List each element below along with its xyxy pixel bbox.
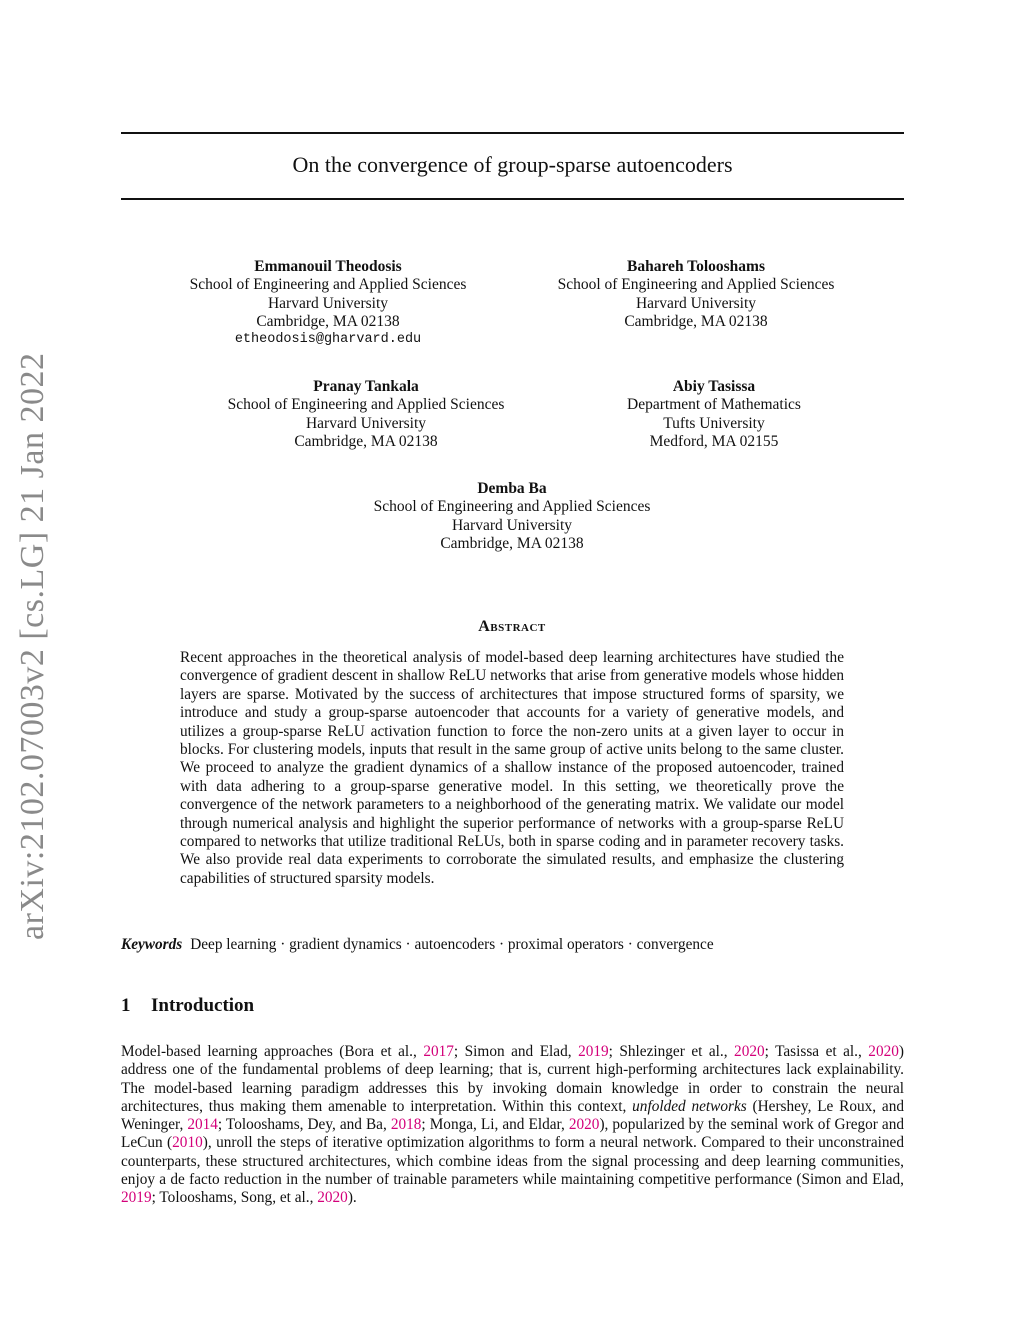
- citation-link[interactable]: 2014: [187, 1116, 218, 1134]
- citation-link[interactable]: 2020: [317, 1189, 348, 1207]
- text-run: ).: [347, 1189, 357, 1207]
- title-bottom-rule: [121, 198, 904, 200]
- author-university: Harvard University: [305, 414, 427, 432]
- emphasized-term: unfolded networks: [632, 1097, 747, 1115]
- citation-link[interactable]: 2017: [423, 1043, 454, 1060]
- author-department: School of Engineering and Applied Sciences: [373, 498, 651, 516]
- author-department: School of Engineering and Applied Sciences: [227, 396, 505, 414]
- title-top-rule: [121, 132, 904, 134]
- citation-link[interactable]: 2010: [172, 1134, 203, 1152]
- author-city: Medford, MA 02155: [649, 432, 779, 450]
- citation-link[interactable]: 2019: [121, 1189, 152, 1207]
- citation-link[interactable]: 2020: [734, 1043, 765, 1060]
- introduction-paragraph: [121, 1043, 904, 1208]
- author-university: Harvard University: [635, 294, 757, 312]
- author-name: Demba Ba: [477, 480, 547, 497]
- author-name: Abiy Tasissa: [672, 378, 756, 395]
- author-block-4: [574, 378, 854, 451]
- text-run: ; Tolooshams, Dey, and Ba,: [217, 1116, 391, 1134]
- text-run: ), popularized by the seminal work of Gregor and LeCun (: [121, 1116, 904, 1152]
- author-name: Pranay Tankala: [313, 378, 419, 395]
- citation-link[interactable]: 2020: [868, 1043, 899, 1060]
- author-block-1: [168, 258, 488, 349]
- text-run: ; Shlezinger et al.,: [608, 1043, 735, 1060]
- arxiv-identifier-stamp: arXiv:2102.07003v2 [cs.LG] 21 Jan 2022: [14, 352, 51, 940]
- text-run: Model-based learning approaches (Bora et al.,: [121, 1043, 424, 1060]
- author-city: Cambridge, MA 02138: [624, 312, 768, 330]
- text-run: ; Simon and Elad,: [453, 1043, 579, 1060]
- author-department: School of Engineering and Applied Sciences: [189, 276, 467, 294]
- author-city: Cambridge, MA 02138: [256, 312, 400, 330]
- keywords-text: Deep learning · gradient dynamics · autoencoders · proximal operators · convergence: [190, 936, 714, 953]
- citation-link[interactable]: 2019: [578, 1043, 609, 1060]
- keywords-line: [121, 935, 904, 955]
- author-city: Cambridge, MA 02138: [440, 534, 584, 552]
- citation-link[interactable]: 2020: [568, 1116, 600, 1134]
- text-run: (Hershey, Le Roux, and Weninger,: [121, 1097, 904, 1134]
- text-run: ) address one of the fundamental problems of deep learning; that is, current high-performing architectures lack explainability. The model-based learning paradigm addresses this by invoking domain knowledge in order to constrain the neural architectures, thus making them amenable to interpretation. Within this context,: [121, 1043, 904, 1115]
- author-email: etheodosis@gharvard.edu: [234, 332, 422, 348]
- author-block-3: [206, 378, 526, 451]
- author-block-5: [352, 480, 672, 553]
- author-name: Bahareh Tolooshams: [627, 258, 765, 275]
- author-university: Harvard University: [451, 516, 573, 534]
- author-block-2: [536, 258, 856, 331]
- text-run: ; Tolooshams, Song, et al.,: [151, 1189, 318, 1207]
- text-run: ; Monga, Li, and Eldar,: [421, 1116, 569, 1134]
- author-name: Emmanouil Theodosis: [254, 258, 402, 275]
- section-heading-introduction: [121, 994, 254, 1018]
- author-department: Department of Mathematics: [627, 396, 801, 414]
- author-university: Tufts University: [663, 414, 765, 432]
- paper-title: On the convergence of group-sparse autoencoders: [292, 152, 733, 177]
- citation-link[interactable]: 2018: [390, 1116, 422, 1134]
- section-number: 1: [121, 995, 131, 1016]
- author-university: Harvard University: [267, 294, 389, 312]
- author-city: Cambridge, MA 02138: [294, 432, 438, 450]
- author-department: School of Engineering and Applied Sciences: [557, 276, 835, 294]
- text-run: ), unroll the steps of iterative optimization algorithms to form a neural network. Compared to their unconstrained counterparts, these structured architectures, which combine ideas from the signal processing and deep learning communities, enjoy a de facto reduction in the number of trainable parameters while maintaining competitive performance (Simon and Elad,: [121, 1134, 904, 1189]
- text-run: ; Tasissa et al.,: [764, 1043, 869, 1060]
- keywords-label: Keywords: [121, 936, 183, 953]
- abstract-heading: Abstract: [478, 618, 546, 635]
- abstract-text: Recent approaches in the theoretical analysis of model-based deep learning architectures have studied the convergence of gradient descent in shallow ReLU networks that arise from generative models whose hidden layers are sparse. Motivated by the success of architectures that impose structured forms of sparsity, we introduce and study a group-sparse autoencoder that accounts for a variety of generative models, and utilizes a group-sparse ReLU activation function to force the non-zero units at a given layer to occur in blocks. For clustering models, inputs that result in the same group of active units belong to the same cluster. We proceed to analyze the gradient dynamics of a shallow instance of the proposed autoencoder, trained with data adhering to a group-sparse generative model. In this setting, we theoretically prove the convergence of the network parameters to a neighborhood of the generating matrix. We validate our model through numerical analysis and highlight the superior performance of networks with a group-sparse ReLU compared to networks that utilize traditional ReLUs, both in sparse coding and in parameter recovery tasks. We also provide real data experiments to corroborate the simulated results, and emphasize the clustering capabilities of structured sparsity models.: [180, 649, 844, 887]
- section-title: Introduction: [151, 995, 255, 1016]
